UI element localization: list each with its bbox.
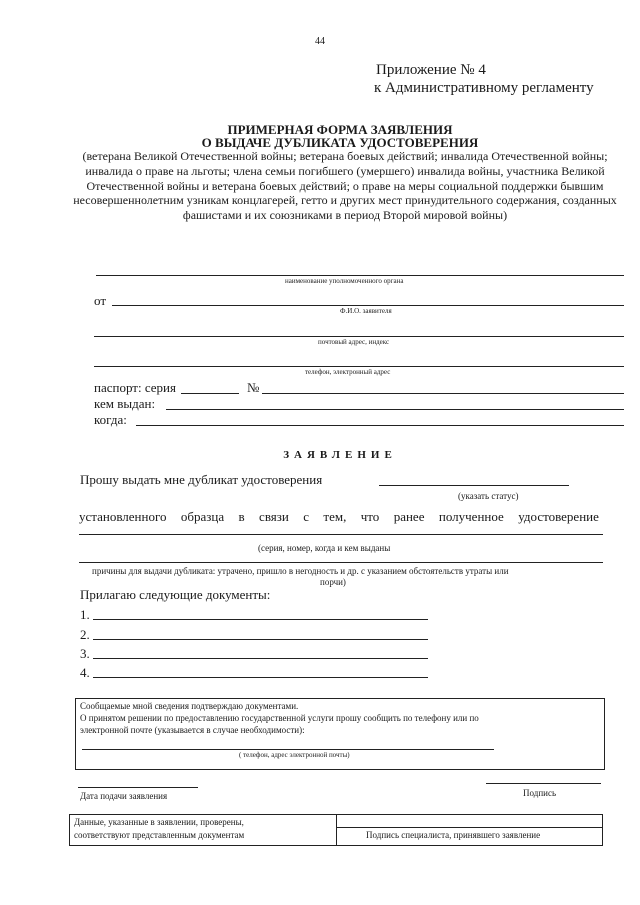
date-label: Дата подачи заявления: [80, 791, 168, 801]
table-divider: [336, 815, 337, 845]
reason-word: что: [360, 509, 380, 524]
passport-series-label: паспорт: серия: [94, 380, 176, 395]
authority-caption: наименование уполномоченного органа: [285, 277, 404, 285]
attachment-number: 3.: [80, 646, 90, 661]
fio-caption: Ф.И.О. заявителя: [340, 307, 392, 315]
reason-word: установленного: [79, 509, 167, 524]
verification-text-1: Данные, указанные в заявлении, проверены,: [74, 817, 244, 827]
reason-word: в: [238, 509, 245, 524]
verification-table: [69, 814, 603, 846]
reason-word: полученное: [438, 509, 504, 524]
issued-when-label: когда:: [94, 412, 127, 427]
passport-number-label: №: [247, 380, 260, 395]
contact-caption: ( телефон, адрес электронной почты): [239, 751, 350, 759]
reason-caption-cont: порчи): [320, 577, 346, 587]
form-subtitle: (ветерана Великой Отечественной войны; ветерана боевых действий; инвалида Отечественной войны; инвалида о праве на льготы; члена семьи погибшего (умершего) инвалида войны, участника Великой Отечественной войны и ветерана боевых действий; о праве на меры социальной поддержки бывшим несовершеннолетним узникам концлагерей, гетто и других мест принудительного содержания, созданных фашистами и их союзниками в период Второй мировой войны): [73, 149, 617, 223]
signature-line[interactable]: [486, 783, 601, 784]
page-number: 44: [315, 36, 325, 47]
verification-text-2: соответствуют представленным документам: [74, 830, 245, 840]
issued-by-line[interactable]: [166, 409, 624, 410]
form-title-line2: О ВЫДАЧЕ ДУБЛИКАТА УДОСТОВЕРЕНИЯ: [201, 135, 479, 150]
phone-line[interactable]: [94, 366, 624, 367]
attachment-number: 1.: [80, 607, 90, 622]
from-label: от: [94, 293, 107, 308]
certificate-line[interactable]: [79, 534, 603, 535]
attachment-line-1[interactable]: [93, 619, 428, 620]
confirm-text-2: О принятом решении по предоставлению государственной услуги прошу сообщить по телефону или по: [80, 713, 479, 723]
attachment-line-2[interactable]: [93, 639, 428, 640]
passport-series-line[interactable]: [181, 393, 239, 394]
authority-line[interactable]: [96, 275, 624, 276]
passport-number-line[interactable]: [262, 393, 624, 394]
reason-word: образца: [180, 509, 225, 524]
status-caption: (указать статус): [458, 491, 519, 501]
status-line[interactable]: [379, 485, 569, 486]
date-line[interactable]: [78, 787, 198, 788]
attachment-number: 4.: [80, 665, 90, 680]
issued-by-label: кем выдан:: [94, 396, 156, 411]
postal-line[interactable]: [94, 336, 624, 337]
attachment-number: 2.: [80, 627, 90, 642]
confirm-text-3: электронной почте (указывается в случае необходимости):: [80, 725, 305, 735]
form-title-line1: ПРИМЕРНАЯ ФОРМА ЗАЯВЛЕНИЯ: [227, 122, 453, 137]
contact-line[interactable]: [82, 749, 494, 750]
request-text: Прошу выдать мне дубликат удостоверения: [80, 472, 323, 487]
reason-word: тем,: [323, 509, 347, 524]
reason-word: ранее: [393, 509, 425, 524]
issued-when-line[interactable]: [136, 425, 624, 426]
reason-line[interactable]: [79, 562, 603, 563]
reason-word: связи: [259, 509, 289, 524]
phone-caption: телефон, электронный адрес: [305, 368, 391, 376]
reason-word: с: [303, 509, 310, 524]
signature-label: Подпись: [523, 788, 557, 798]
statement-heading: ЗАЯВЛЕНИЕ: [283, 449, 397, 461]
appendix-reference: к Административному регламенту: [374, 80, 594, 96]
appendix-number: Приложение № 4: [376, 62, 486, 78]
specialist-caption: Подпись специалиста, принявшего заявление: [366, 830, 541, 840]
confirm-text-1: Сообщаемые мной сведения подтверждаю документами.: [80, 701, 299, 711]
specialist-signature-field[interactable]: [336, 827, 602, 828]
attachments-label: Прилагаю следующие документы:: [80, 587, 271, 602]
postal-caption: почтовый адрес, индекс: [318, 338, 390, 346]
reason-word: удостоверение: [518, 509, 599, 524]
attachment-line-4[interactable]: [93, 677, 428, 678]
fio-line[interactable]: [112, 305, 624, 306]
attachment-line-3[interactable]: [93, 658, 428, 659]
certificate-caption: (серия, номер, когда и кем выданы: [258, 543, 391, 553]
confirmation-box: [75, 698, 605, 770]
reason-text: [79, 509, 599, 525]
reason-caption: причины для выдачи дубликата: утрачено, пришло в негодность и др. с указанием обстоятельств утраты или: [92, 566, 509, 576]
